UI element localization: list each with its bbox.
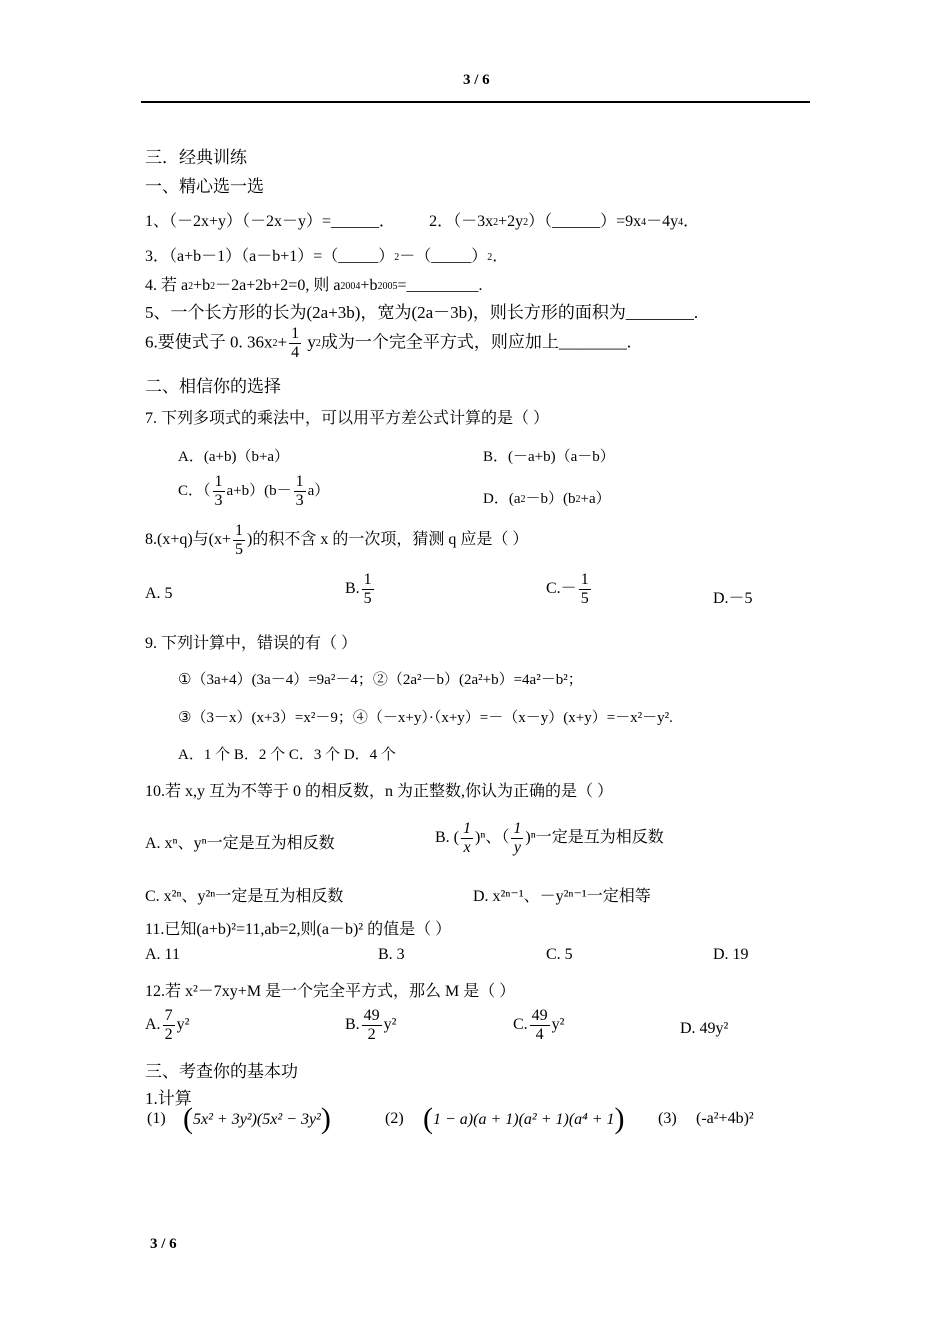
- question-8-option-b: B. $\frac{1}{5}$: [345, 571, 372, 607]
- calc-problem-1: (5x² + 3y²)(5x² − 3y²): [183, 1102, 331, 1135]
- section-title-believe: 二、相信你的选择: [145, 377, 281, 396]
- question-10-option-b: B. ( $\frac{1}{x}$ )ⁿ、（ $\frac{1}{y}$ )ⁿ一定是互为相反数: [435, 820, 664, 856]
- footer-page-number: 3 / 6: [150, 1236, 177, 1252]
- question-11-stem: 11.已知(a+b)²=11,ab=2,则(a－b)² 的值是（ ）: [145, 921, 452, 938]
- section-title-choose: 一、精心选一选: [145, 177, 264, 196]
- question-5: 5、一个长方形的长为(2a+3b)，宽为(2a－3b)，则长方形的面积为________.: [145, 303, 699, 322]
- question-7-option-c: C．（ $\frac{1}{3}$ a+b）(b－ $\frac{1}{3}$ a）: [178, 473, 330, 509]
- question-10-option-a: A. xⁿ、yⁿ一定是互为相反数: [145, 835, 335, 852]
- question-12-option-c: C. $\frac{49}{4}$ y²: [513, 1007, 565, 1043]
- question-7-stem: 7. 下列多项式的乘法中，可以用平方差公式计算的是（ ）: [145, 410, 550, 427]
- question-7-option-d: D．(a2－b）(b2+a）: [483, 491, 611, 507]
- question-12-option-a: A. $\frac{7}{2}$ y²: [145, 1007, 190, 1043]
- header-rule: [141, 101, 810, 103]
- question-11-option-c: C. 5: [546, 946, 573, 963]
- question-8-option-c: C.－ $\frac{1}{5}$: [546, 571, 589, 607]
- calc-problem-3: (-a²+4b)²: [696, 1110, 754, 1127]
- question-12-option-d: D. 49y²: [680, 1020, 729, 1037]
- question-10-option-d: D. x²ⁿ⁻¹、－y²ⁿ⁻¹一定相等: [473, 888, 651, 905]
- question-7-option-b: B．(－a+b)（a－b）: [483, 449, 615, 465]
- question-8-option-a: A. 5: [145, 585, 173, 602]
- section-title-classic-training: 三．经典训练: [145, 148, 247, 167]
- question-11-option-b: B. 3: [378, 946, 405, 963]
- question-11-option-a: A. 11: [145, 946, 180, 963]
- question-7-option-a: A．(a+b)（b+a）: [178, 449, 290, 465]
- calc-problem-2: (1 − a)(a + 1)(a² + 1)(a⁴ + 1): [423, 1102, 625, 1135]
- question-3: 3．（a+b－1）（a－b+1）=（_____）2－（_____）2．: [145, 248, 509, 265]
- question-4: 4. 若 a2+b2－2a+2b+2=0, 则 a2004+b2005=_________.: [145, 277, 483, 294]
- question-9-options: A．1 个 B．2 个 C．3 个 D．4 个: [178, 747, 396, 763]
- calc-problem-1-label: (1): [147, 1110, 166, 1127]
- section-title-basic-skills: 三、考查你的基本功: [145, 1062, 298, 1081]
- question-12-stem: 12.若 x²－7xy+M 是一个完全平方式，那么 M 是（ ）: [145, 983, 516, 1000]
- question-11-option-d: D. 19: [713, 946, 749, 963]
- question-10-option-c: C. x²ⁿ、y²ⁿ一定是互为相反数: [145, 888, 344, 905]
- question-9-stem: 9. 下列计算中，错误的有（ ）: [145, 635, 358, 652]
- question-9-line-2: ③（3－x）(x+3）=x²－9；④（－x+y）·（x+y）=－（x－y）(x+y）=－x²－y².: [178, 710, 673, 726]
- question-10-stem: 10.若 x,y 互为不等于 0 的相反数，n 为正整数,你认为正确的是（ ）: [145, 783, 614, 800]
- question-8-stem: 8.(x+q)与(x+ $\frac{1}{5}$ )的积不含 x 的一次项，猜测 q 应是（ ）: [145, 522, 529, 558]
- question-1: 1、（－2x+y）（－2x－y）=______． 2．（－3x2+2y2）（______）=9x4－4y4．: [145, 213, 700, 230]
- header-page-number: 3 / 6: [463, 72, 490, 88]
- question-9-line-1: ①（3a+4）(3a－4）=9a²－4；②（2a²－b）(2a²+b）=4a²－b²；: [178, 672, 583, 688]
- calc-problem-2-label: (2): [385, 1110, 404, 1127]
- question-8-option-d: D.－5: [713, 590, 753, 607]
- calc-title: 1.计算: [145, 1089, 192, 1108]
- question-6: 6.要使式子 0. 36x2+ $\frac{1}{4}$ y2成为一个完全平方式，则应加上________.: [145, 325, 632, 361]
- question-12-option-b: B. $\frac{49}{2}$ y²: [345, 1007, 397, 1043]
- calc-problem-3-label: (3): [658, 1110, 677, 1127]
